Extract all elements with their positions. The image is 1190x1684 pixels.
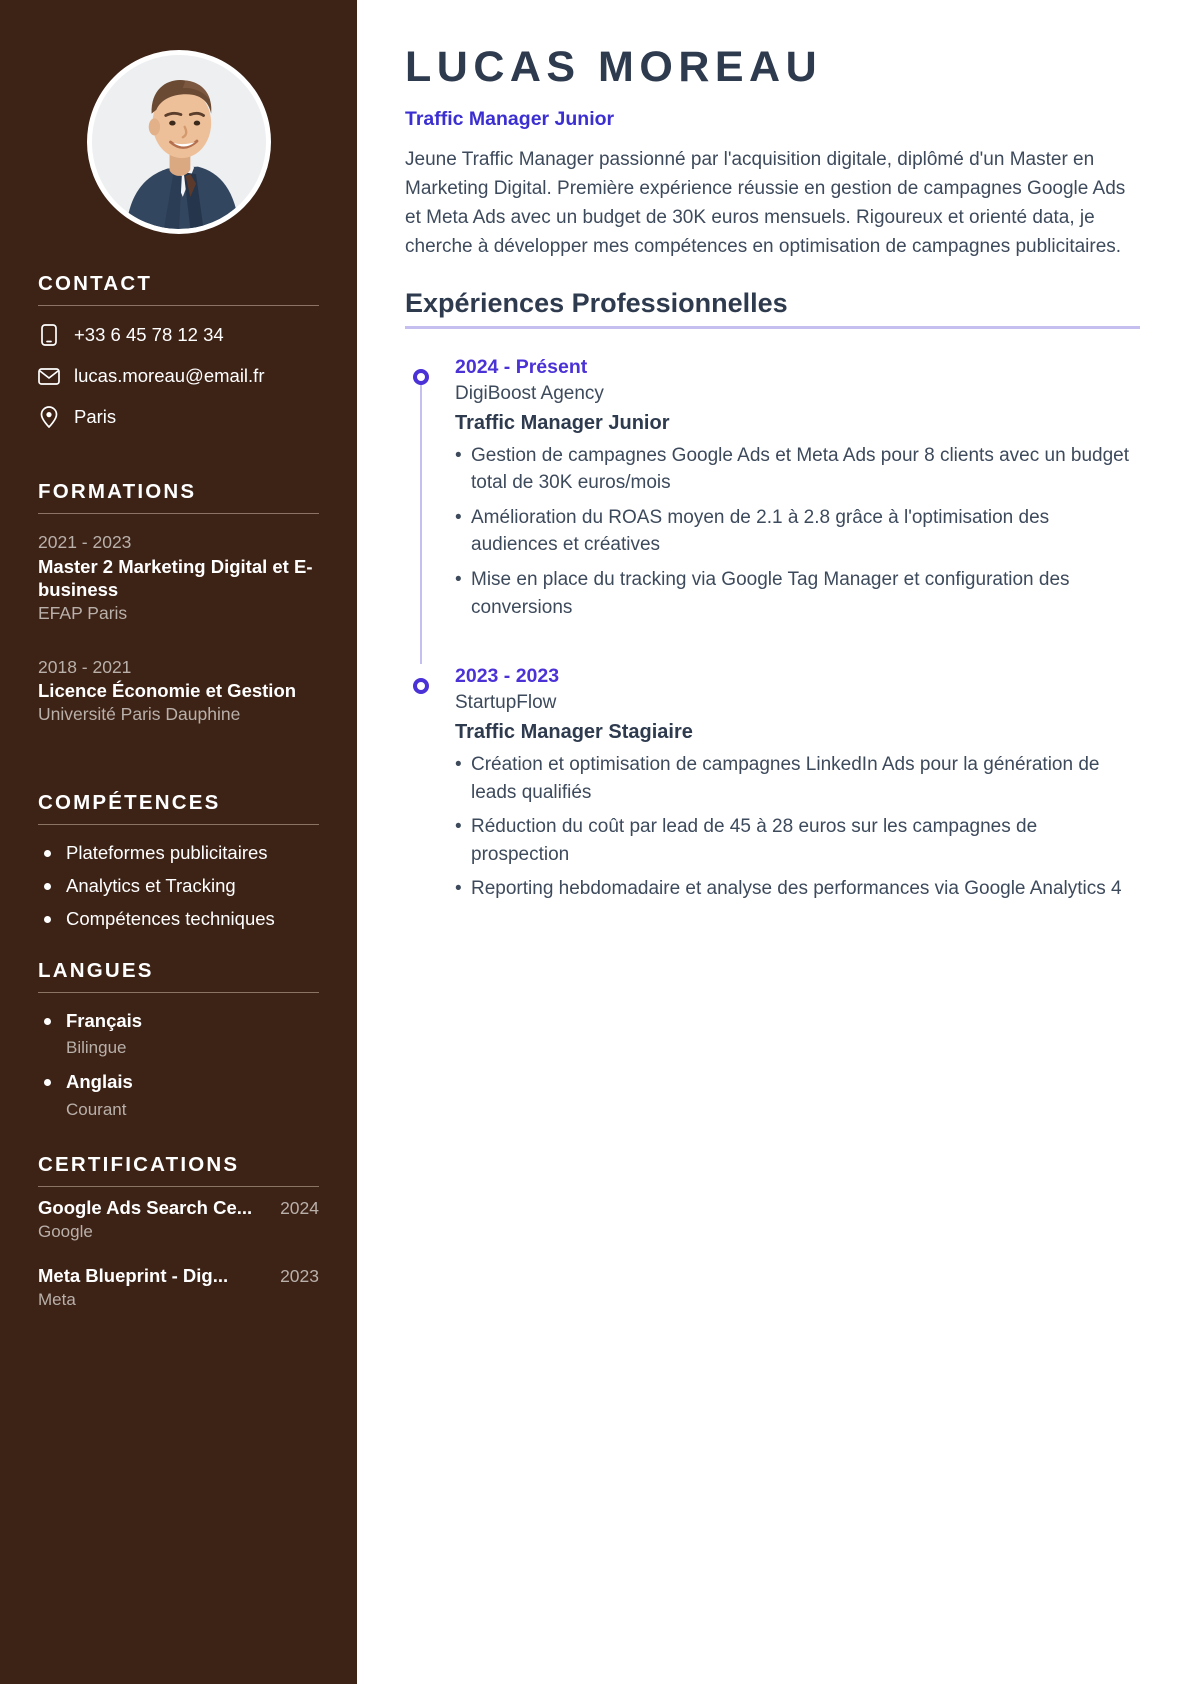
email-value: lucas.moreau@email.fr [74,364,265,386]
contact-heading: CONTACT [38,272,153,295]
education-degree: Licence Économie et Gestion [38,680,297,702]
education-degree: Master 2 Marketing Digital et E-business [38,555,313,601]
section-divider [405,326,1140,329]
certification-item [38,1265,319,1311]
education-years: 2021 - 2023 [38,532,132,552]
experience-item [405,664,1140,903]
education-section [0,480,357,727]
experience-bullet: • Reporting hebdomadaire et analyse des performances via Google Analytics 4 [455,875,1140,903]
education-item [38,656,319,727]
spacer [0,941,357,959]
timeline-line [420,377,422,664]
experience-bullets [455,751,1140,903]
divider [38,513,319,514]
spacer [0,446,357,480]
certification-header [38,1197,319,1219]
profile-summary: Jeune Traffic Manager passionné par l'acquisition digitale, diplômé d'un Master en Marketing Digital. Première expérience réussie en gestion de campagnes Google Ads et Meta Ads avec un budget de 30K euros mensuels. Rigoureux et orienté data, je cherche à développer mes compétences en optimisation de campagnes publicitaires. [405,149,1126,257]
phone-value: +33 6 45 78 12 34 [74,323,224,345]
education-heading: FORMATIONS [38,480,197,503]
page-title: LUCAS MOREAU [405,43,823,91]
divider [38,1186,319,1187]
contact-row-email[interactable] [38,364,319,388]
contact-section [0,272,357,429]
certification-year: 2023 [280,1265,319,1286]
experience-bullet: • Mise en place du tracking via Google Tag Manager et configuration des conversions [455,566,1140,621]
skill-item: Analytics et Tracking [38,875,319,897]
education-school: EFAP Paris [38,602,128,623]
education-item [38,531,319,626]
language-item [38,1071,319,1093]
location-value: Paris [74,405,117,427]
language-level: Bilingue [66,1038,127,1058]
certification-org: Meta [38,1289,76,1309]
avatar [87,50,271,234]
experience-years: 2023 - 2023 [455,665,560,688]
sidebar [0,0,357,1684]
certifications-heading: CERTIFICATIONS [38,1152,240,1176]
experience-item [405,355,1140,664]
timeline-dot-icon [413,678,429,694]
experience-timeline [405,355,1140,903]
skills-section [0,791,357,931]
divider [38,305,319,306]
experience-bullet: • Réduction du coût par lead de 45 à 28 euros sur les campagnes de prospection [455,813,1140,868]
languages-heading: LANGUES [38,959,154,983]
experience-bullets [455,442,1140,621]
language-level: Courant [66,1099,127,1119]
skill-item: Plateformes publicitaires [38,842,319,864]
certification-item [38,1197,319,1243]
languages-list [38,1010,319,1121]
experience-heading: Expériences Professionnelles [405,287,788,318]
profile-photo-wrap [0,0,357,272]
languages-section [0,959,357,1121]
experience-role: Traffic Manager Stagiaire [455,721,693,744]
spacer [0,1133,357,1153]
phone-icon [38,323,60,347]
experience-years: 2024 - Présent [455,355,588,378]
main-content [357,0,1190,1684]
language-name: Français [66,1010,143,1032]
spacer [0,757,357,791]
experience-bullet: • Gestion de campagnes Google Ads et Meta Ads pour 8 clients avec un budget total de 30K euros/mois [455,442,1140,497]
certification-year: 2024 [280,1197,319,1218]
experience-company: DigiBoost Agency [455,383,604,405]
certifications-section [0,1153,357,1311]
contact-row-location[interactable] [38,405,319,429]
experience-role: Traffic Manager Junior [455,411,670,434]
skills-heading: COMPÉTENCES [38,790,221,814]
divider [38,992,319,993]
language-name: Anglais [66,1071,133,1093]
timeline-dot-icon [413,369,429,385]
language-item [38,1010,319,1032]
education-years: 2018 - 2021 [38,656,132,677]
email-icon [38,364,60,388]
divider [38,824,319,825]
certification-name: Meta Blueprint - Dig... [38,1264,229,1286]
contact-row-phone[interactable] [38,323,319,347]
certification-header [38,1265,319,1287]
experience-company: StartupFlow [455,692,557,714]
education-school: Université Paris Dauphine [38,703,241,724]
certification-org: Google [38,1221,93,1241]
skill-item: Compétences techniques [38,908,319,930]
experience-bullet: • Amélioration du ROAS moyen de 2.1 à 2.8 grâce à l'optimisation des audiences et créatives [455,504,1140,559]
skills-list [38,842,319,931]
job-title: Traffic Manager Junior [405,108,615,131]
certification-name: Google Ads Search Ce... [38,1196,253,1218]
location-icon [38,405,60,429]
experience-bullet: • Création et optimisation de campagnes LinkedIn Ads pour la génération de leads qualifiés [455,751,1140,806]
